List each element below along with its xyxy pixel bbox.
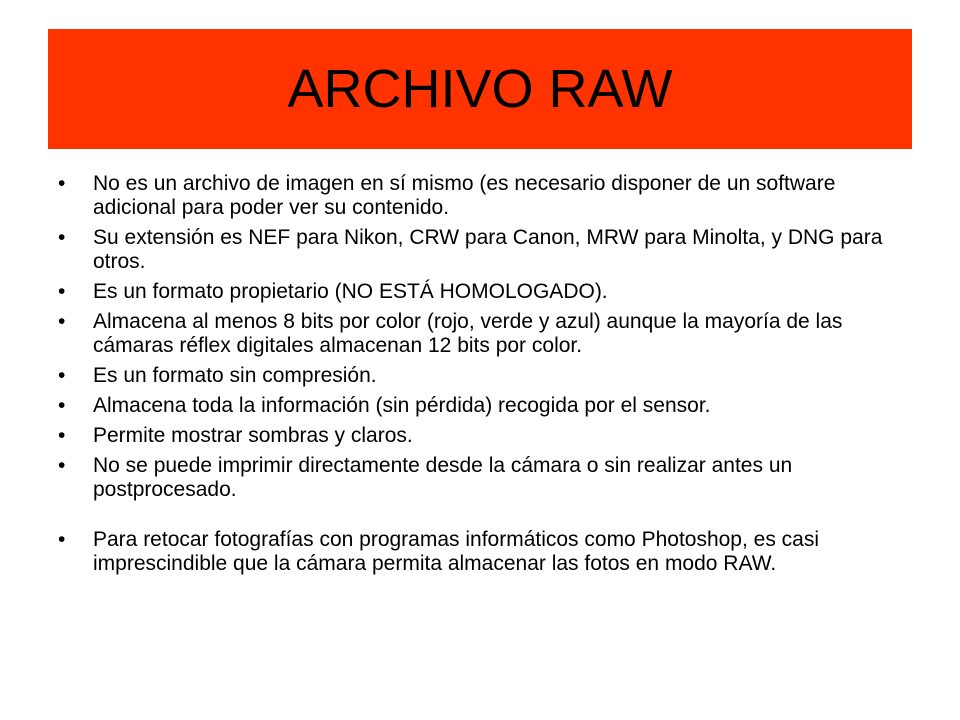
bullet-item [58, 364, 908, 388]
bullet-text: No se puede imprimir directamente desde la cámara o sin realizar antes un postprocesado. [93, 454, 793, 501]
bullet-item [58, 172, 908, 220]
bullet-item [58, 310, 908, 358]
bullet-list [58, 172, 908, 582]
bullet-text: Para retocar fotografías con programas informáticos como Photoshop, es casi imprescindible que la cámara permita almacenar las fotos en modo RAW. [93, 528, 820, 575]
bullet-text: Almacena al menos 8 bits por color (rojo, verde y azul) aunque la mayoría de las cámaras réflex digitales almacenan 12 bits por color. [93, 310, 843, 357]
bullet-icon: • [58, 280, 66, 303]
title-banner [48, 29, 912, 149]
bullet-icon: • [58, 424, 66, 447]
bullet-item [58, 528, 908, 576]
bullet-icon: • [58, 172, 66, 195]
bullet-icon: • [58, 226, 66, 249]
bullet-icon: • [58, 364, 66, 387]
bullet-icon: • [58, 394, 66, 417]
bullet-item [58, 454, 908, 502]
bullet-text: Almacena toda la información (sin pérdida) recogida por el sensor. [93, 394, 711, 417]
bullet-item [58, 394, 908, 418]
bullet-icon: • [58, 310, 66, 333]
bullet-icon: • [58, 528, 66, 551]
bullet-icon: • [58, 454, 66, 477]
bullet-text: Es un formato sin compresión. [93, 364, 377, 387]
bullet-text: Es un formato propietario (NO ESTÁ HOMOLOGADO). [93, 280, 608, 303]
slide-title: ARCHIVO RAW [287, 59, 673, 119]
bullet-item [58, 226, 908, 274]
bullet-text: No es un archivo de imagen en sí mismo (es necesario disponer de un software adicional para poder ver su contenido. [93, 172, 836, 219]
bullet-text: Permite mostrar sombras y claros. [93, 424, 413, 447]
bullet-item [58, 280, 908, 304]
bullet-item [58, 424, 908, 448]
bullet-text: Su extensión es NEF para Nikon, CRW para Canon, MRW para Minolta, y DNG para otros. [93, 226, 883, 273]
